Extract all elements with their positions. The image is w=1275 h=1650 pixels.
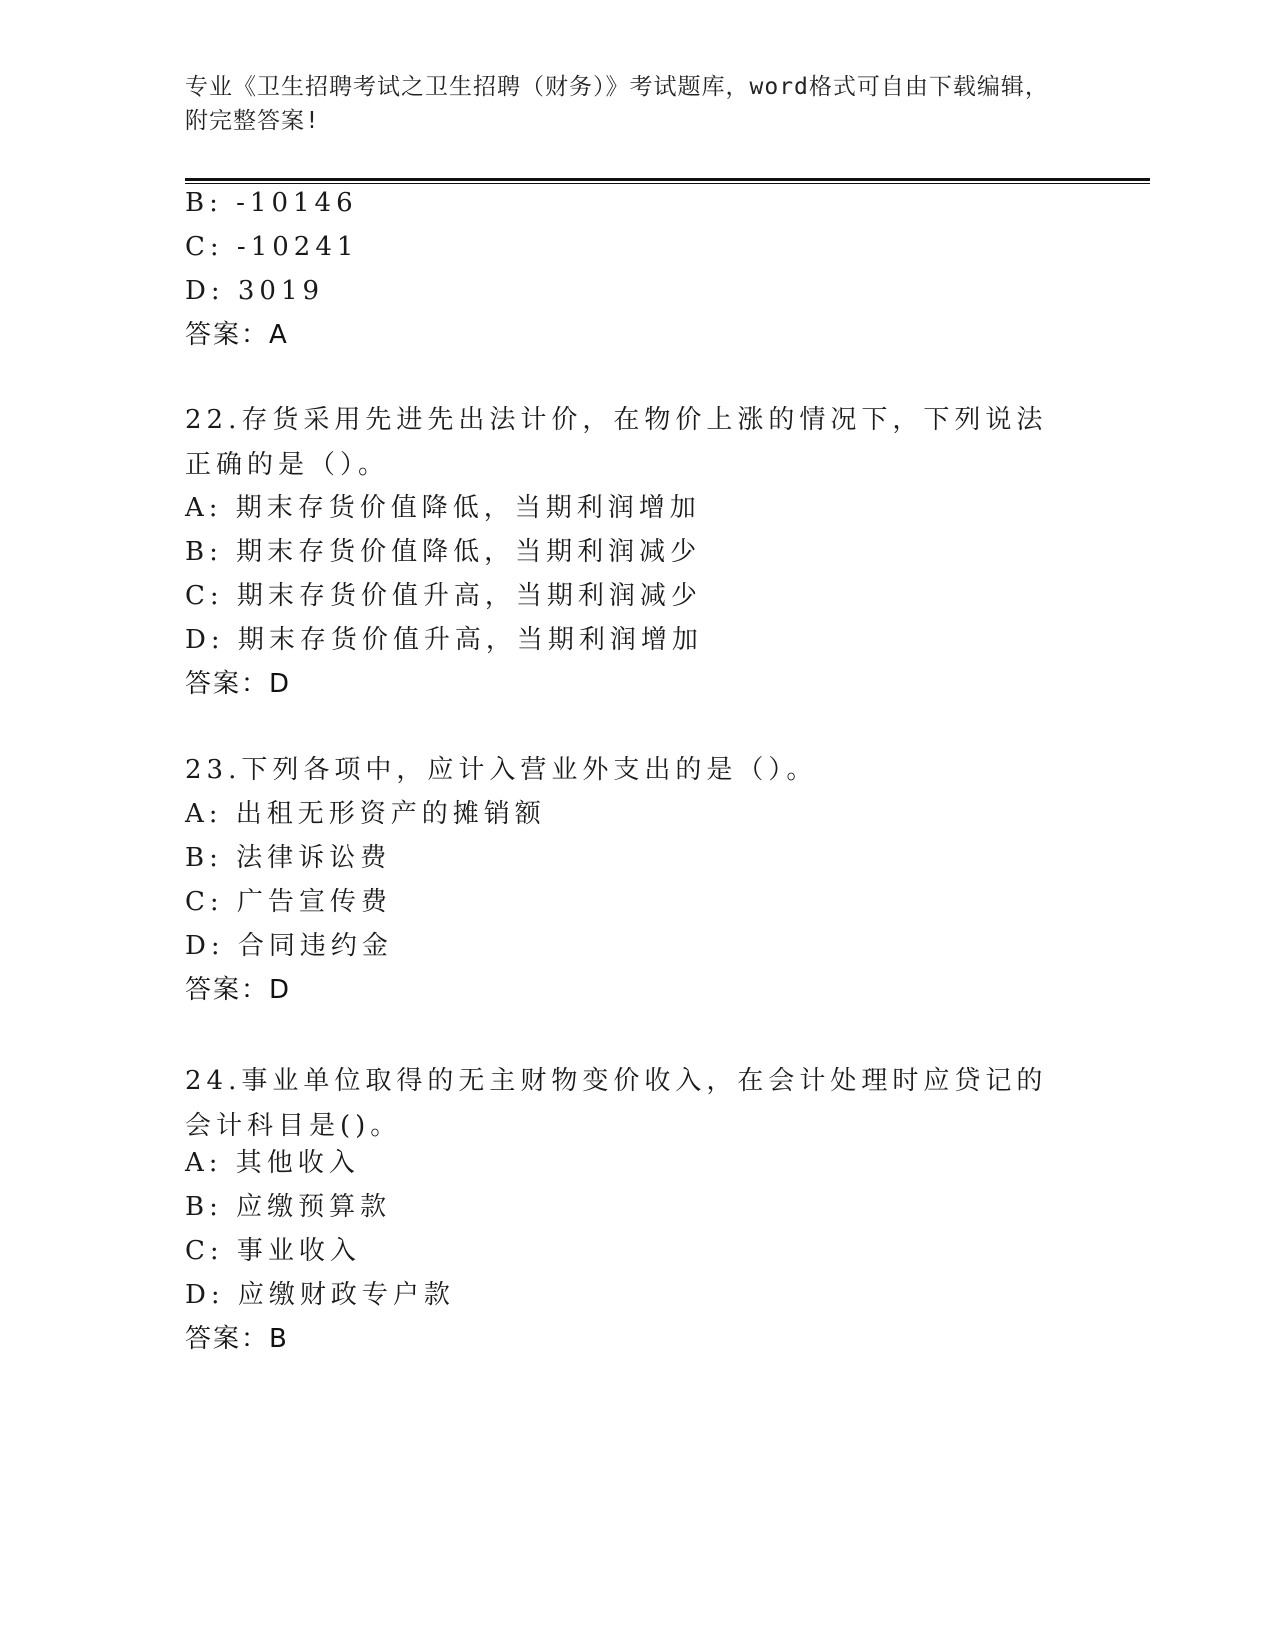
option-d: D: 应缴财政专户款 [185,1280,455,1310]
option-b: B: 期末存货价值降低，当期利润减少 [185,537,702,567]
option-c: C: 期末存货价值升高，当期利润减少 [185,581,702,611]
option-d: D: 合同违约金 [185,931,393,961]
option-b: B: -10146 [185,188,358,218]
option-c: C: 广告宣传费 [185,887,392,917]
answer: 答案：D [185,669,292,699]
option-c: C: -10241 [185,232,359,262]
option-d: D: 期末存货价值升高，当期利润增加 [185,625,703,655]
header-divider-thin [185,183,1150,184]
question-stem: 22.存货采用先进先出法计价，在物价上涨的情况下，下列说法正确的是（）。 [185,405,1048,480]
answer: 答案：D [185,975,292,1005]
answer: 答案：B [185,1324,289,1354]
option-b: B: 应缴预算款 [185,1192,392,1222]
question-stem: 24.事业单位取得的无主财物变价收入，在会计处理时应贷记的会计科目是()。 [185,1066,1048,1141]
option-a: A: 出租无形资产的摊销额 [185,799,546,829]
answer: 答案：A [185,320,289,350]
option-c: C: 事业收入 [185,1236,361,1266]
header-divider-thick [185,178,1150,181]
option-b: B: 法律诉讼费 [185,843,392,873]
page-header: 专业《卫生招聘考试之卫生招聘（财务）》考试题库，word格式可自由下载编辑，附完整答案! [185,74,1049,134]
option-a: A: 期末存货价值降低，当期利润增加 [185,493,701,523]
option-a: A: 其他收入 [185,1148,360,1178]
option-d: D: 3019 [185,276,325,306]
question-stem: 23.下列各项中，应计入营业外支出的是（）。 [185,755,818,785]
